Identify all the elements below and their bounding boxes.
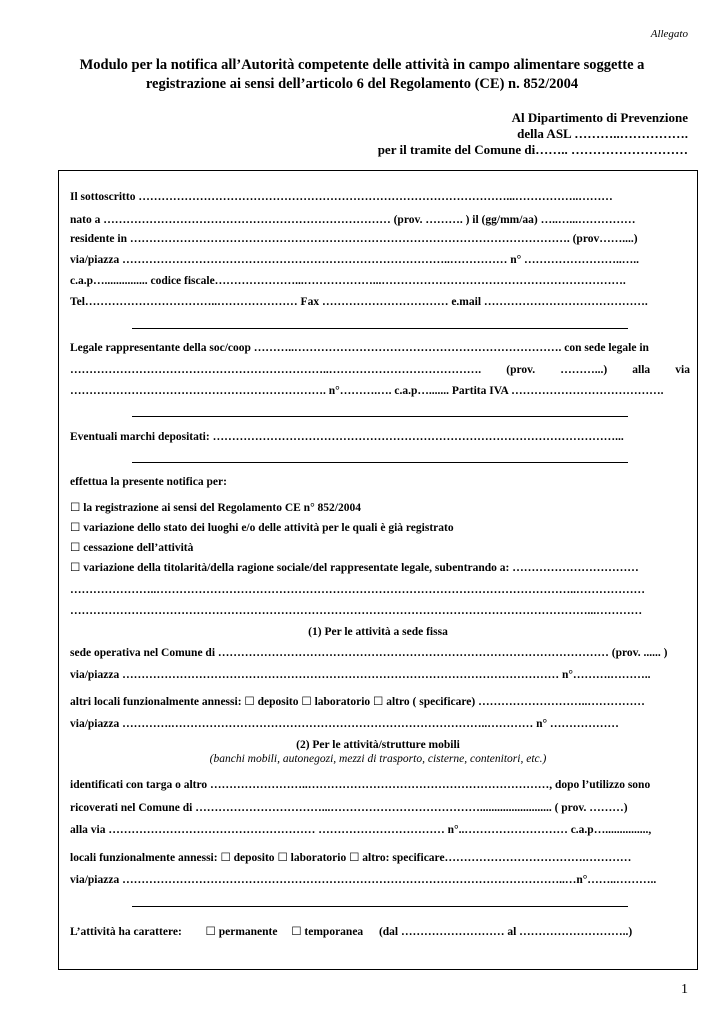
- field-ricoverati-comune[interactable]: ricoverati nel Comune di ……………………………...…………………………………......................... ( prov. ………): [70, 802, 628, 814]
- option-cessazione[interactable]: [70, 540, 193, 554]
- addressee-asl: della ASL ………..…………….: [517, 126, 688, 141]
- field-marchi[interactable]: Eventuali marchi depositati: ……………………………………………………………………………………………...: [70, 431, 624, 443]
- checkbox-icon[interactable]: ☐: [373, 696, 384, 708]
- legale-prov-label: (prov.: [506, 364, 536, 376]
- field-mobili-via-2[interactable]: via/piazza ……………………………………………………………………………………………………..…n°……..………..: [70, 874, 657, 886]
- page-number: 1: [681, 982, 688, 997]
- deposito-label: deposito: [233, 852, 275, 864]
- option-variazione-luoghi[interactable]: [70, 520, 454, 534]
- field-targa[interactable]: identificati con targa o altro ……………………..………………………………………………………, dopo l’utilizzo sono: [70, 779, 651, 791]
- altri-locali-label: altri locali funzionalmente annessi:: [70, 696, 242, 708]
- addressee-dept: Al Dipartimento di Prevenzione: [511, 110, 688, 125]
- field-legale-rappresentante[interactable]: Legale rappresentante della soc/coop ………..……………………………………………………………. con sede legale in: [70, 342, 649, 354]
- field-legale-prov-via[interactable]: [70, 364, 690, 376]
- field-sede-via-2[interactable]: via/piazza ………….………………………………………………………………………..………… n° ………………: [70, 718, 619, 730]
- altro-label: altro ( specificare) ………………………..……………: [386, 696, 645, 708]
- checkbox-icon[interactable]: ☐: [244, 696, 255, 708]
- permanente-label: permanente: [218, 926, 278, 938]
- checkbox-icon[interactable]: ☐: [70, 502, 81, 514]
- checkbox-icon[interactable]: ☐: [301, 696, 312, 708]
- field-tel-fax-email[interactable]: Tel……………………………..………………… Fax …………………………… e.mail …………………………………….: [70, 296, 648, 308]
- legale-via: via: [675, 364, 690, 376]
- section-heading-sede-fissa: (1) Per le attività a sede fissa: [308, 626, 448, 638]
- section-subheading-mobili: (banchi mobili, autonegozi, mezzi di trasporto, cisterne, contenitori, etc.): [209, 753, 547, 765]
- field-sede-via[interactable]: via/piazza …………………………………………………………………………………………………… n°……….………..: [70, 669, 651, 681]
- locali-annessi-label: locali funzionalmente annessi:: [70, 852, 218, 864]
- field-mobili-via[interactable]: alla via ……………………………………………… …………………………… n°..……………………… c.a.p…...............,: [70, 824, 652, 836]
- allegato-label: Allegato: [650, 28, 688, 40]
- field-locali-annessi[interactable]: [70, 850, 631, 864]
- checkbox-icon[interactable]: ☐: [291, 926, 302, 938]
- field-legale-piva[interactable]: …………………………………………………………. n°……….…. c.a.p…....... Partita IVA ………………………………….: [70, 385, 664, 397]
- option-label: cessazione dell’attività: [83, 542, 194, 554]
- carattere-label: L’attività ha carattere:: [70, 926, 182, 938]
- notifica-intro: effettua la presente notifica per:: [70, 476, 227, 488]
- section-heading-mobili: (2) Per le attività/strutture mobili: [296, 739, 460, 751]
- field-carattere[interactable]: [70, 924, 632, 938]
- separator: [132, 416, 628, 417]
- checkbox-icon[interactable]: ☐: [70, 562, 81, 574]
- periodo-field[interactable]: (dal ……………………… al ………………………..): [378, 926, 633, 938]
- separator: [132, 462, 628, 463]
- legale-prov-dots: ………...): [560, 364, 608, 376]
- separator: [132, 906, 628, 907]
- checkbox-icon[interactable]: ☐: [70, 542, 81, 554]
- altro-label: altro: specificare……………………………….…………: [362, 852, 632, 864]
- legale-alla: alla: [632, 364, 651, 376]
- field-cap-cf[interactable]: c.a.p…............... codice fiscale…………………...………………...……………………………………………………….: [70, 275, 626, 287]
- field-sede-comune[interactable]: sede operativa nel Comune di ………………………………………………………………………………………… (prov. ...... ): [70, 647, 668, 659]
- option-variazione-titolarita[interactable]: [70, 560, 639, 574]
- checkbox-icon[interactable]: ☐: [220, 852, 231, 864]
- checkbox-icon[interactable]: ☐: [70, 522, 81, 534]
- field-subentro-dots-1[interactable]: …………………..………………………………………………………………………………………………..………………: [70, 584, 645, 596]
- field-altri-locali[interactable]: [70, 694, 645, 708]
- checkbox-icon[interactable]: ☐: [349, 852, 360, 864]
- option-registrazione[interactable]: [70, 500, 361, 514]
- legale-dots: …………………………………………………………..………………………………….: [70, 364, 482, 376]
- field-nato[interactable]: nato a ………………………………………………………………… (prov. ………. ) il (gg/mm/aa) …..…...……………: [70, 214, 636, 226]
- title-line-2: registrazione ai sensi dell’articolo 6 del Regolamento (CE) n. 852/2004: [145, 76, 579, 92]
- temporanea-label: temporanea: [304, 926, 364, 938]
- option-label: variazione dello stato dei luoghi e/o delle attività per le quali è già registrato: [83, 522, 454, 534]
- title-line-1: Modulo per la notifica all’Autorità competente delle attività in campo alimentare soggette a: [79, 57, 645, 73]
- separator: [132, 328, 628, 329]
- option-label: la registrazione ai sensi del Regolamento CE n° 852/2004: [83, 502, 362, 514]
- field-via[interactable]: via/piazza …………………………………………………………………………..…………… n° ……………………..…..: [70, 254, 640, 266]
- laboratorio-label: laboratorio: [290, 852, 347, 864]
- addressee-comune: per il tramite del Comune di…….. ………………………: [377, 142, 688, 157]
- form-title: [30, 56, 694, 94]
- option-label: variazione della titolarità/della ragione sociale/del rappresentate legale, subentrando a: ……………………………: [83, 562, 639, 574]
- field-subentro-dots-2[interactable]: ………………………………………………………………………………………………………………………...…………: [70, 605, 643, 617]
- checkbox-icon[interactable]: ☐: [277, 852, 288, 864]
- laboratorio-label: laboratorio: [314, 696, 371, 708]
- deposito-label: deposito: [257, 696, 299, 708]
- field-residente[interactable]: residente in ……………………………………………………………………………………………………. (prov……....): [70, 233, 638, 245]
- field-sottoscritto[interactable]: Il sottoscritto ……………………………………………………………………………………...……………..………: [70, 191, 613, 203]
- checkbox-icon[interactable]: ☐: [205, 926, 216, 938]
